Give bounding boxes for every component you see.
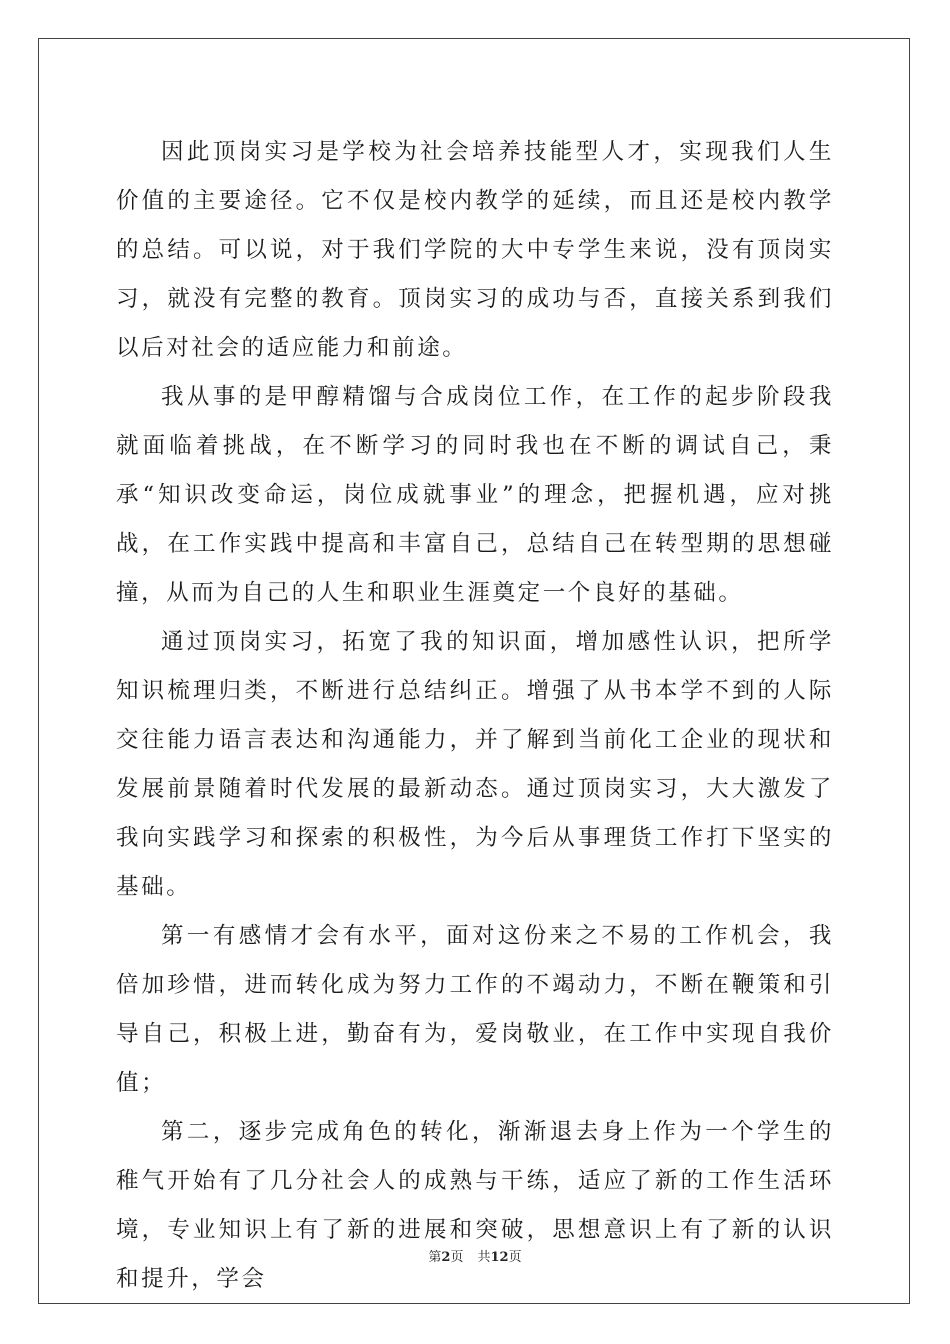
paragraph-3: 通过顶岗实习，拓宽了我的知识面，增加感性认识，把所学知识梳理归类，不断进行总结纠正。增强了从书本学不到的人际交往能力语言表达和沟通能力，并了解到当前化工企业的现状和发展前景随着时代发展的最新动态。通过顶岗实习，大大激发了我向实践学习和探索的积极性，为今后从事理货工作打下坚实的基础。 xyxy=(116,629,834,900)
document-body xyxy=(116,128,834,1304)
total-pages: 12 xyxy=(490,1250,509,1265)
paragraph-1: 因此顶岗实习是学校为社会培养技能型人才，实现我们人生价值的主要途径。它不仅是校内教学的延续，而且还是校内教学的总结。可以说，对于我们学院的大中专学生来说，没有顶岗实习，就没有完整的教育。顶岗实习的成功与否，直接关系到我们以后对社会的适应能力和前途。 xyxy=(116,139,834,361)
paragraph-2: 我从事的是甲醇精馏与合成岗位工作，在工作的起步阶段我就面临着挑战，在不断学习的同时我也在不断的调试自己，秉承“知识改变命运，岗位成就事业”的理念，把握机遇，应对挑战，在工作实践中提高和丰富自己，总结自己在转型期的思想碰撞，从而为自己的人生和职业生涯奠定一个良好的基础。 xyxy=(116,384,834,606)
page-number: 2 xyxy=(441,1250,451,1265)
paragraph-5: 第二，逐步完成角色的转化，渐渐退去身上作为一个学生的稚气开始有了几分社会人的成熟与干练，适应了新的工作生活环境，专业知识上有了新的进展和突破，思想意识上有了新的认识和提升，学会 xyxy=(116,1119,834,1292)
page-indicator: 第2页 xyxy=(428,1250,464,1265)
total-pages-indicator: 共12页 xyxy=(477,1250,522,1265)
page-footer xyxy=(0,1246,950,1265)
paragraph-4: 第一有感情才会有水平，面对这份来之不易的工作机会，我倍加珍惜，进而转化成为努力工作的不竭动力，不断在鞭策和引导自己，积极上进，勤奋有为，爱岗敬业，在工作中实现自我价值； xyxy=(116,923,834,1096)
